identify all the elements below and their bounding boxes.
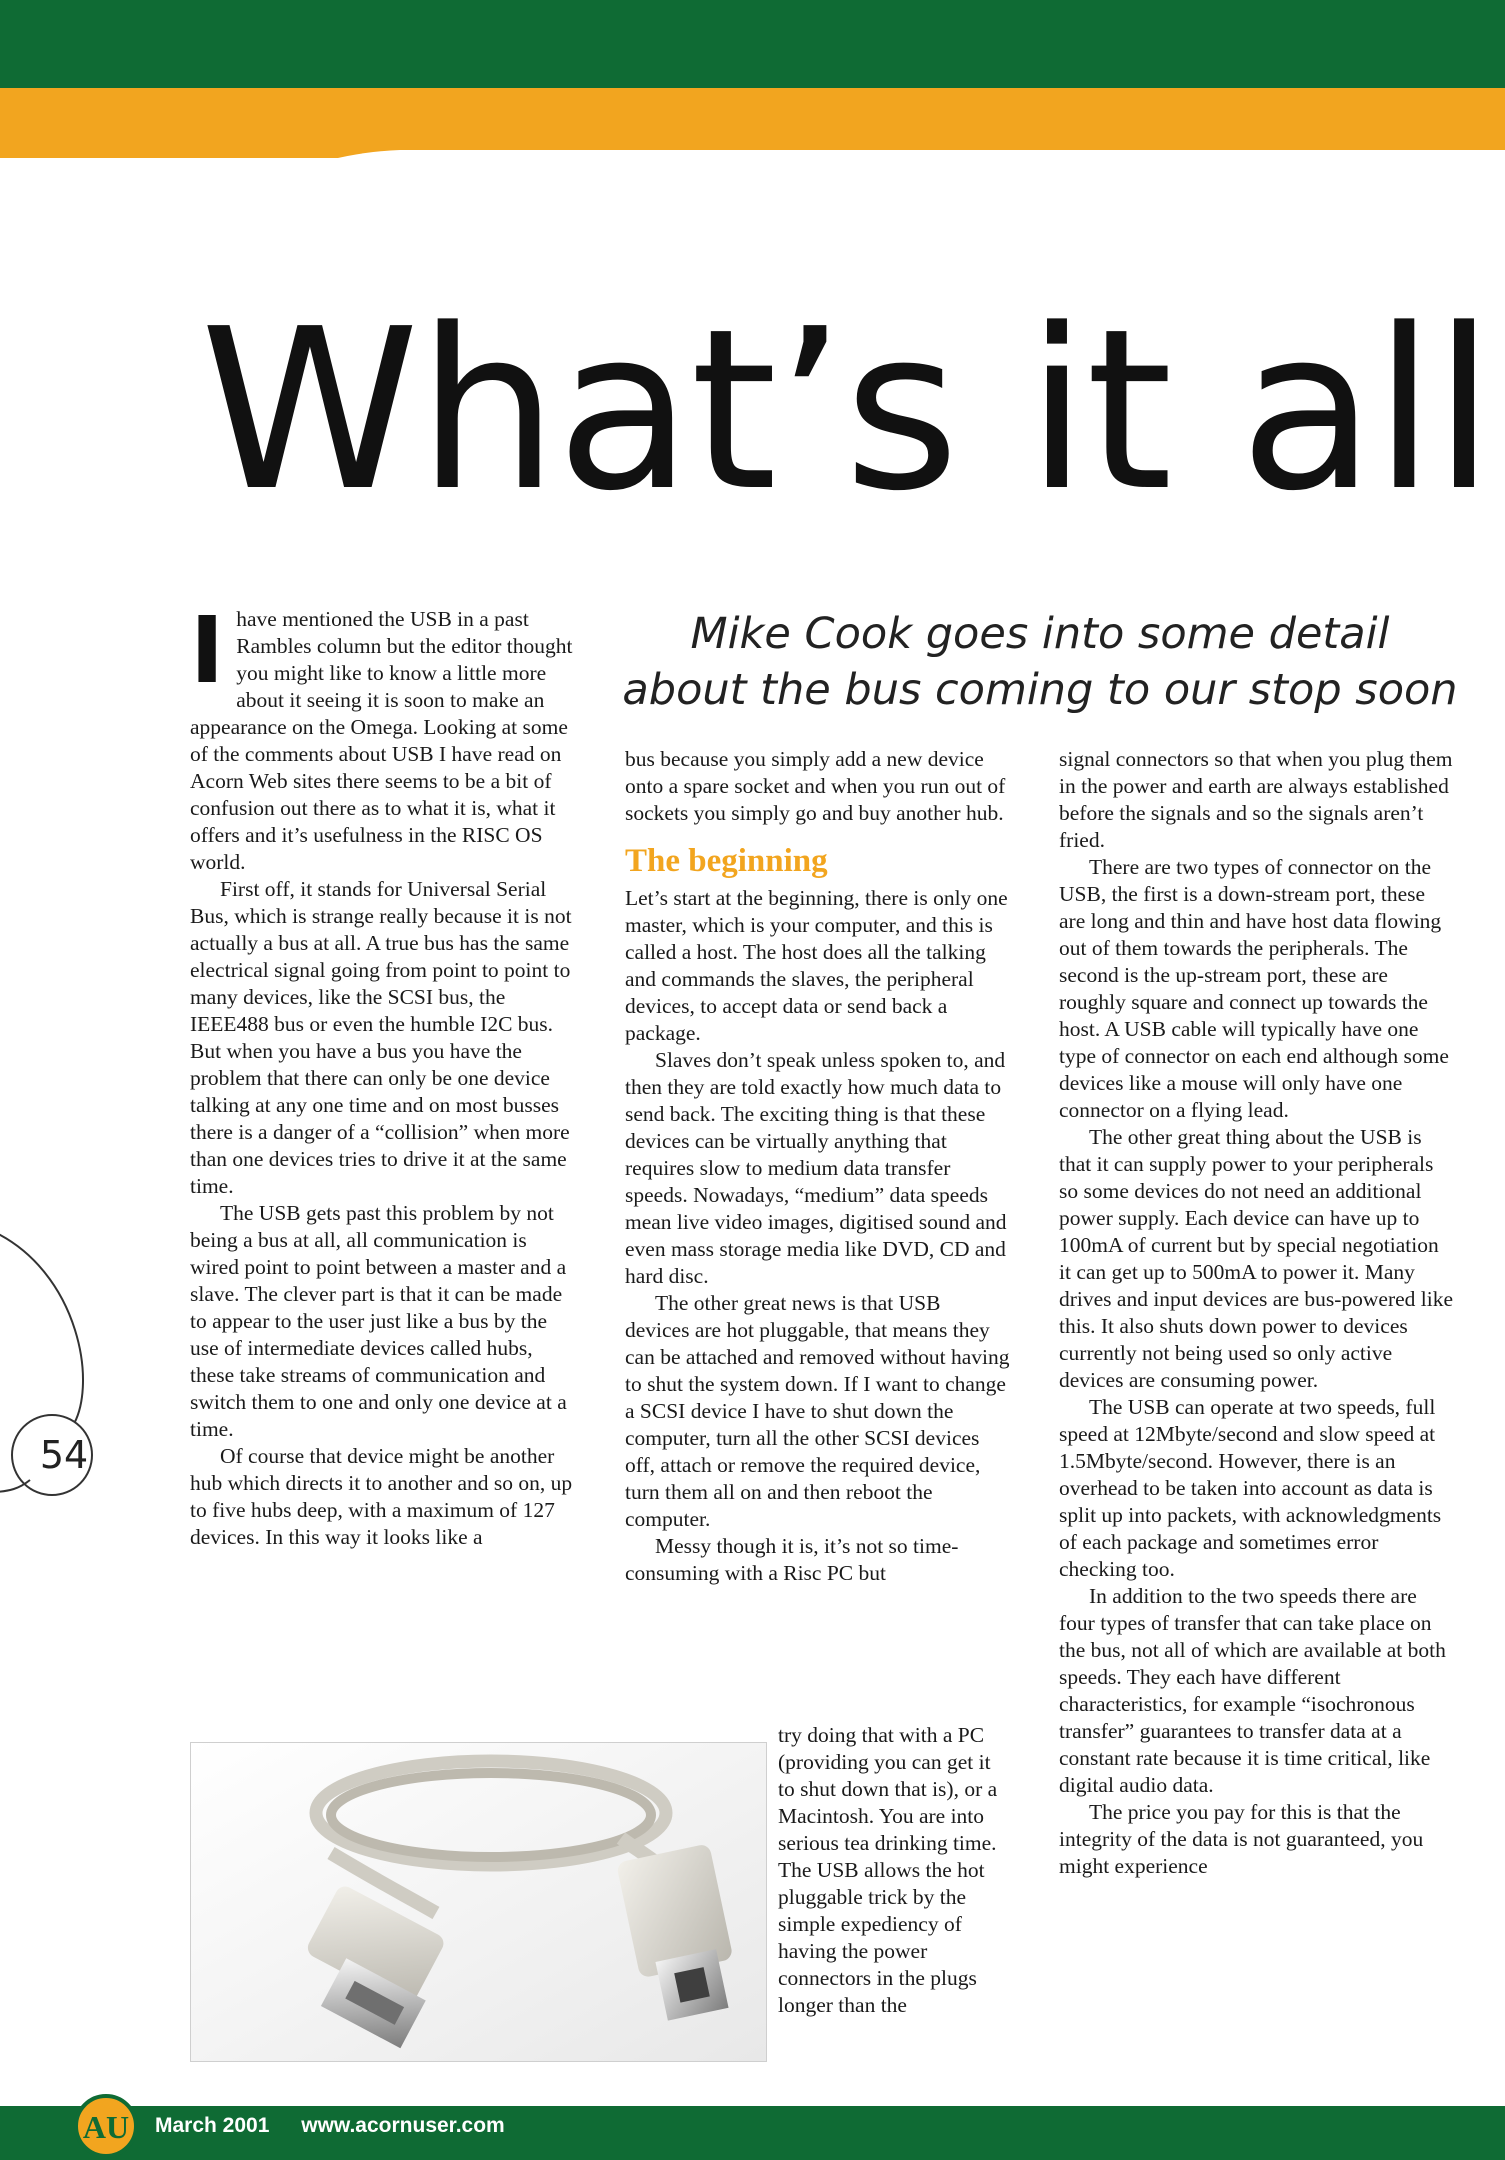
paragraph: The price you pay for this is that the integrity of the data is not guaranteed, you might experience bbox=[1059, 1800, 1424, 1878]
footer-url[interactable]: www.acornuser.com bbox=[301, 2114, 505, 2137]
paragraph: The USB gets past this problem by not being a bus at all, all communication is wired point to point between a master and a slave. The clever part is that it can be made to appear to the user just like a bus by the use of intermediate devices called hubs, these take streams of communication and switch them to one and only one device at a time. bbox=[190, 1201, 567, 1441]
standfirst bbox=[620, 606, 1460, 718]
paragraph: Of course that device might be another hub which directs it to another and so on, up to five hubs deep, with a maximum of 127 devices. In this way it looks like a bbox=[190, 1444, 573, 1549]
footer-text bbox=[155, 2112, 531, 2140]
article-column-2 bbox=[625, 746, 1010, 1587]
standfirst-line-1: Mike Cook goes into some detail bbox=[690, 609, 1390, 659]
section-subhead: The beginning bbox=[625, 843, 828, 879]
article-column-1 bbox=[190, 597, 575, 1551]
paragraph: Let’s start at the beginning, there is only one master, which is your computer, and this is called a host. The host does all the talking and commands the slaves, the peripheral devices, to accept data or send back a package. bbox=[625, 886, 1008, 1045]
drop-cap: I bbox=[190, 597, 225, 704]
paragraph: Slaves don’t speak unless spoken to, and then they are told exactly how much data to send back. The exciting thing is that these devices can be virtually anything that requires slow to medium data transfer speeds. Nowadays, “medium” data speeds mean live video images, digitised sound and even mass storage media like DVD, CD and hard disc. bbox=[625, 1048, 1007, 1288]
page-number: 54 bbox=[39, 1433, 89, 1477]
paragraph: First off, it stands for Universal Serial Bus, which is strange really because it is not actually a bus at all. A true bus has the same electrical signal going from point to point to many devices, like the SCSI bus, the IEEE488 bus or even the humble I2C bus. But when you have a bus you have the problem that there can only be one device talking at any one time and on most busses there is a danger of a “collision” when more than one devices tries to drive it at the same time. bbox=[190, 877, 572, 1198]
standfirst-line-2: about the bus coming to our stop soon bbox=[622, 665, 1458, 715]
paragraph: There are two types of connector on the USB, the first is a down-stream port, these are long and thin and have host data flowing out of them towards the peripherals. The second is the up-stream port, these are roughly square and connect up towards the host. A USB cable will typically have one type of connector on each end although some devices like a mouse will only have one connector on a flying lead. bbox=[1059, 855, 1449, 1122]
paragraph: bus because you simply add a new device onto a spare socket and when you run out of sockets you simply go and buy another hub. bbox=[625, 747, 1006, 825]
article-column-2-wrap bbox=[778, 1722, 1010, 2019]
svg-text:AU: AU bbox=[82, 2109, 130, 2145]
paragraph: In addition to the two speeds there are four types of transfer that can take place on the bus, not all of which are available at both speeds. They each have different characteristics, for example “isochronous transfer” guarantees to transfer data at a constant rate because it is time critical, like digital audio data. bbox=[1059, 1584, 1446, 1797]
usb-cable-photo bbox=[190, 1742, 767, 2062]
acorn-user-logo-icon bbox=[70, 2092, 142, 2160]
paragraph: Messy though it is, it’s not so time-consuming with a Risc PC but bbox=[625, 1534, 959, 1585]
footer-date: March 2001 bbox=[155, 2114, 270, 2137]
top-green-band bbox=[0, 0, 1505, 88]
paragraph: The other great thing about the USB is that it can supply power to your peripherals so some devices do not need an additional power supply. Each device can have up to 100mA of current but by special negotiation it can get up to 500mA to power it. Many drives and input devices are bus-powered like this. It also shuts down power to devices currently not being used so only active devices are consuming power. bbox=[1059, 1125, 1454, 1392]
paragraph: signal connectors so that when you plug them in the power and earth are always established before the signals and so the signals aren’t fried. bbox=[1059, 747, 1453, 852]
paragraph-text: have mentioned the USB in a past Rambles column but the editor thought you might like to know a little more about it seeing it is soon to make an appearance on the Omega. Looking at some of the comments about USB I have read on Acorn Web sites there seems to be a bit of confusion out there as to what it is, what it offers and it’s usefulness in the RISC OS world. bbox=[190, 607, 573, 874]
paragraph-continued: try doing that with a PC (providing you can get it to shut down that is), or a Macintosh. You are into serious tea drinking time. The USB allows the hot pluggable trick by the simple expediency of having the power connectors in the plugs longer than the bbox=[778, 1723, 998, 2017]
paragraph: The other great news is that USB devices are hot pluggable, that means they can be attached and removed without having to shut the system down. If I want to change a SCSI device I have to shut down the computer, turn all the other SCSI devices off, attach or remove the required device, turn them all on and then reboot the computer. bbox=[625, 1291, 1010, 1531]
article-column-3 bbox=[1059, 746, 1454, 1880]
paragraph bbox=[190, 597, 575, 876]
headline: What’s it all bbox=[200, 282, 1493, 540]
usb-cable-icon bbox=[191, 1743, 766, 2061]
paragraph: The USB can operate at two speeds, full speed at 12Mbyte/second and slow speed at 1.5Mbyte/second. However, there is an overhead to be taken into account as data is split up into packets, with acknowledgments of each package and sometimes error checking too. bbox=[1059, 1395, 1442, 1581]
